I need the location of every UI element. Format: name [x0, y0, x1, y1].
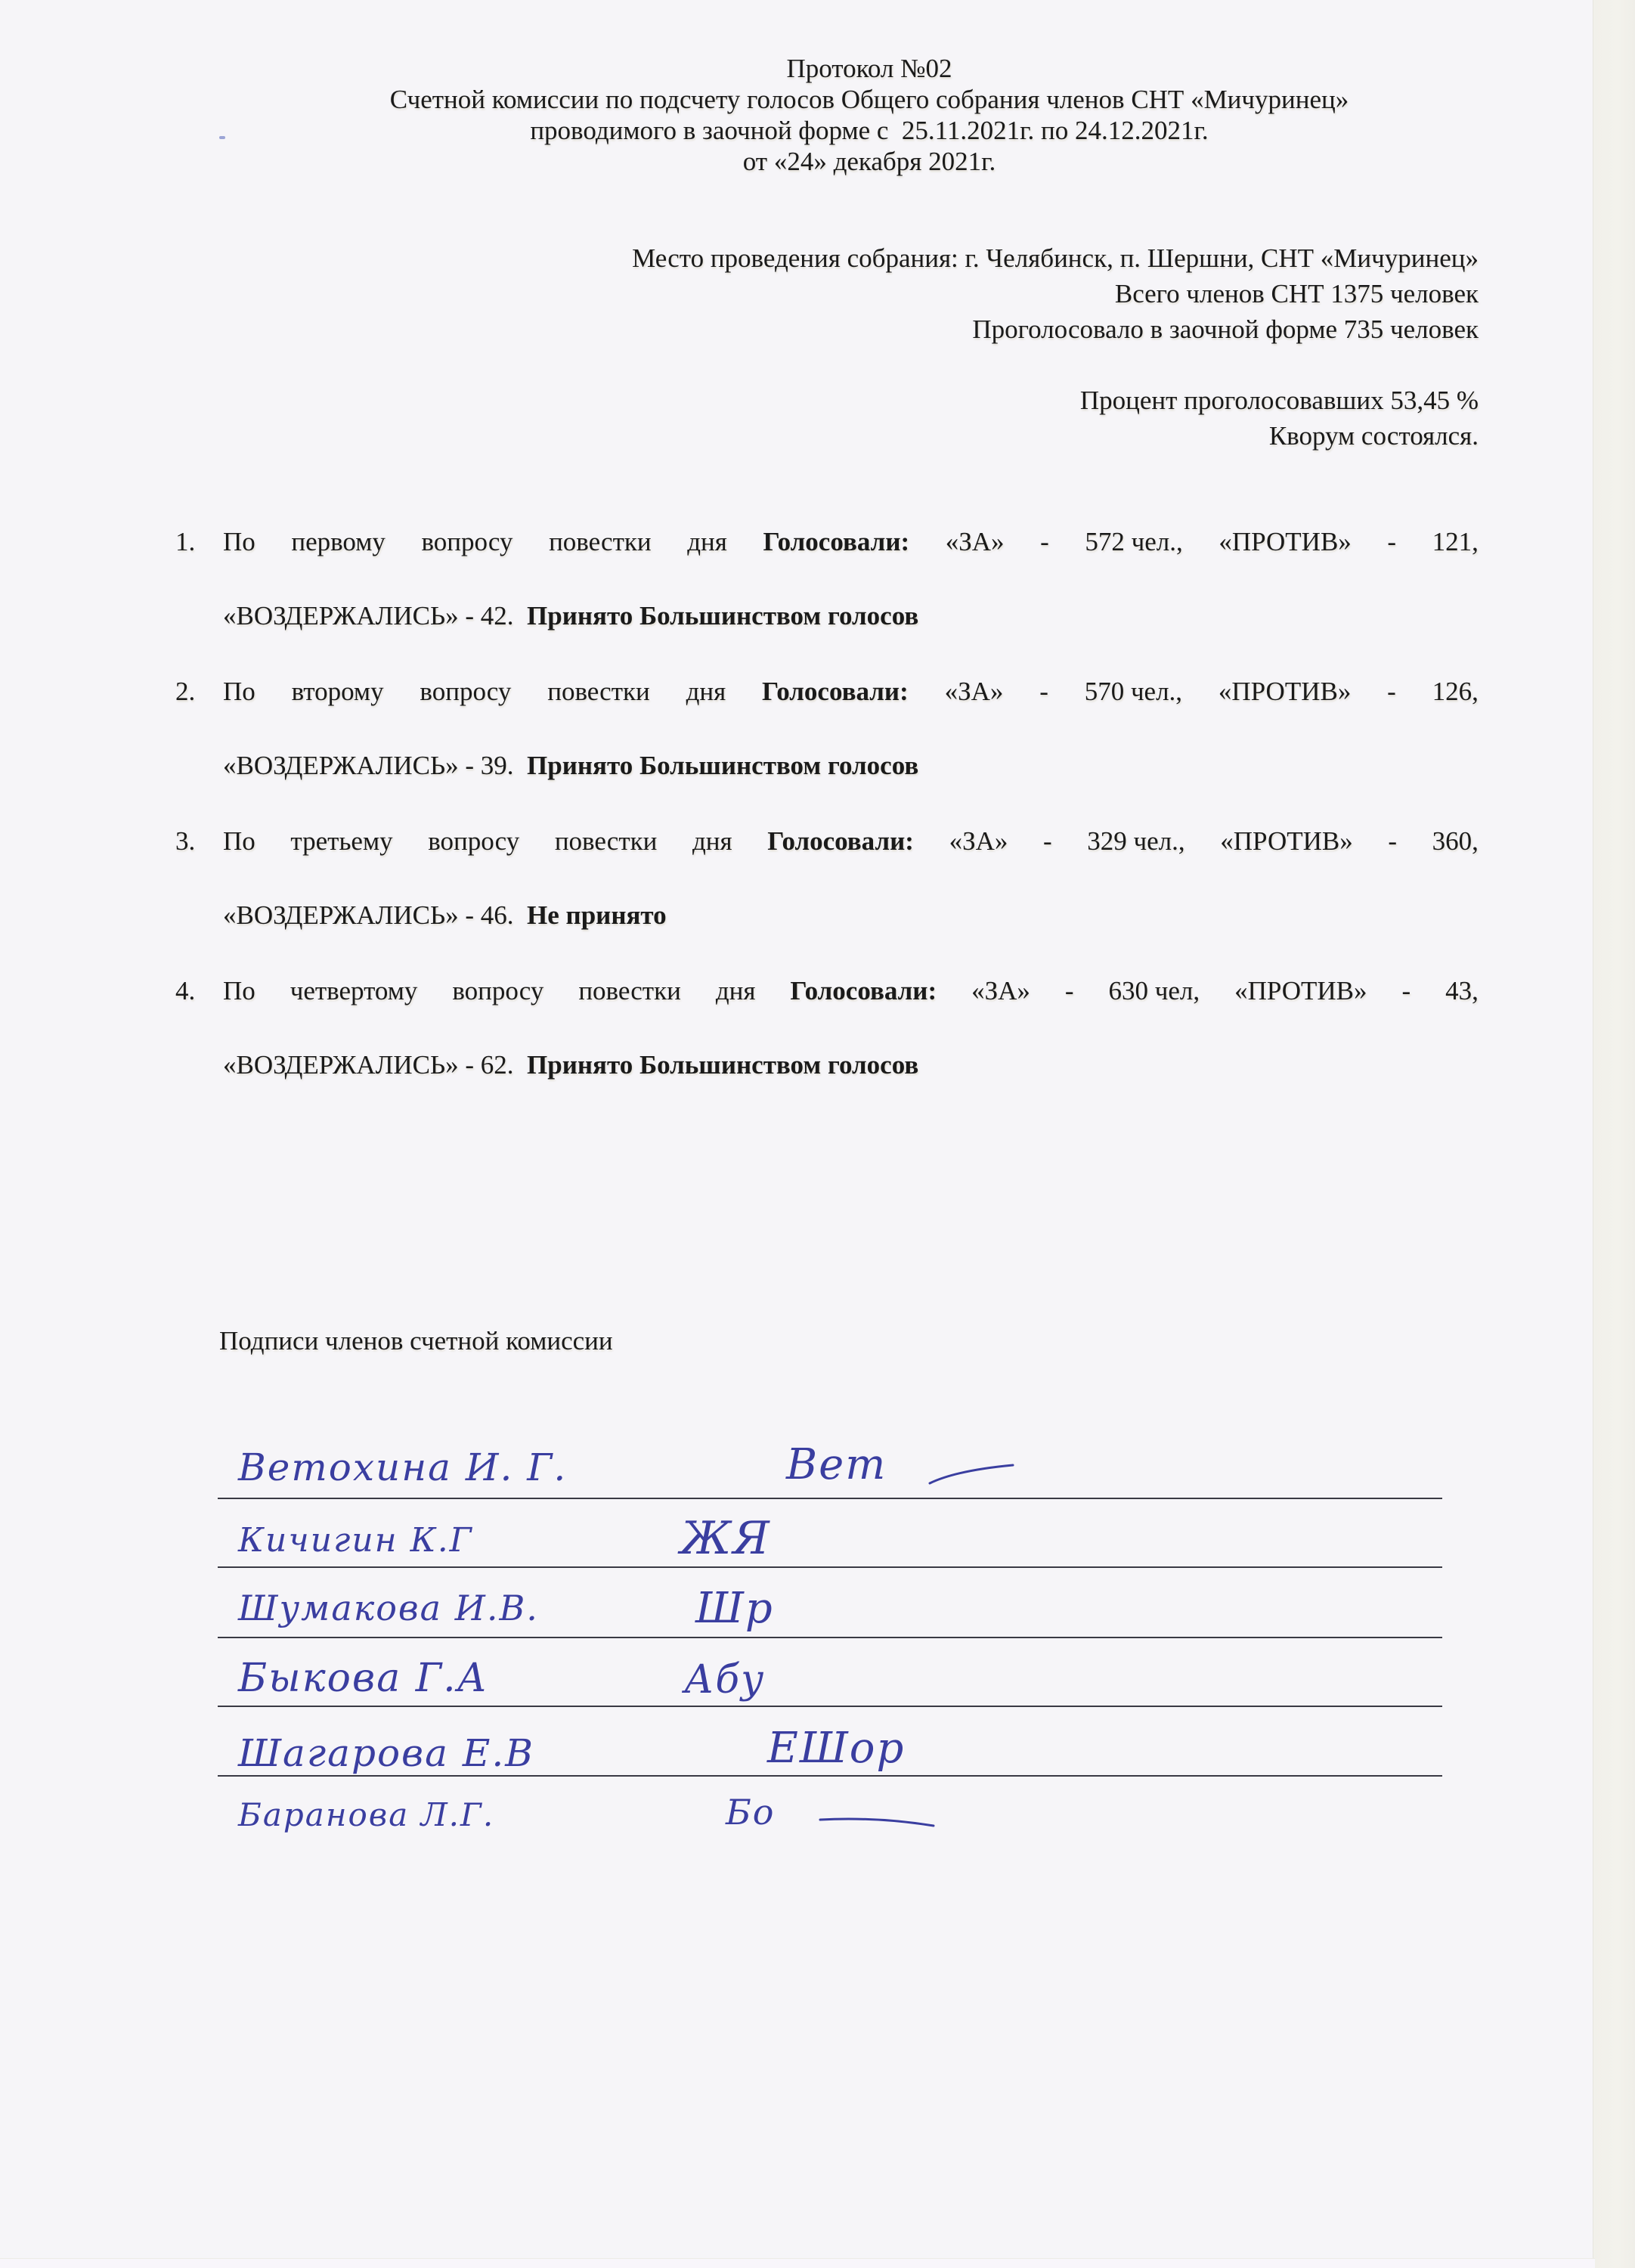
- for-label: «ЗА»: [971, 976, 1030, 1005]
- meeting-info: [632, 240, 1479, 454]
- separator: -: [1387, 527, 1397, 556]
- item-text: вопросу: [420, 677, 512, 706]
- scan-page-edge: [1593, 0, 1635, 2268]
- item-text: дня: [715, 976, 756, 1005]
- item-number: 1.: [175, 527, 196, 556]
- meeting-location: Место проведения собрания: г. Челябинск, п. Шершни, СНТ «Мичуринец»: [632, 243, 1479, 273]
- for-value: 329 чел.,: [1087, 826, 1185, 856]
- item-text: По: [223, 826, 255, 856]
- document-period: проводимого в заочной форме с 25.11.2021г. по 24.12.2021г.: [530, 116, 1209, 145]
- voting-item: [175, 525, 1479, 675]
- voted-label: Голосовали:: [790, 976, 937, 1005]
- abstain-value: «ВОЗДЕРЖАЛИСЬ» - 42.: [223, 601, 528, 631]
- signature-flourish: [926, 1459, 1017, 1489]
- signatures-heading: Подписи членов счетной комиссии: [219, 1326, 613, 1356]
- against-value: 126,: [1432, 677, 1479, 706]
- signature-line: [218, 1775, 1442, 1777]
- item-text: повестки: [578, 976, 681, 1005]
- for-value: 630 чел,: [1108, 976, 1200, 1005]
- item-text: второму: [291, 677, 384, 706]
- against-label: «ПРОТИВ»: [1219, 527, 1352, 556]
- signature-line: [218, 1706, 1442, 1707]
- for-label: «ЗА»: [949, 826, 1008, 856]
- item-text: повестки: [547, 677, 650, 706]
- document-header: [227, 53, 1512, 177]
- item-text: дня: [687, 527, 727, 556]
- item-result: Не принято: [527, 900, 667, 930]
- against-value: 360,: [1432, 826, 1479, 856]
- for-value: 570 чел.,: [1084, 677, 1183, 706]
- against-label: «ПРОТИВ»: [1234, 976, 1367, 1005]
- signature-mark: ЖЯ: [680, 1512, 771, 1565]
- signature-line: [218, 1498, 1442, 1499]
- item-text: вопросу: [421, 527, 513, 556]
- abstain-value: «ВОЗДЕРЖАЛИСЬ» - 62.: [223, 1050, 528, 1080]
- signature-name: Шумакова И.В.: [238, 1588, 539, 1628]
- item-number: 4.: [175, 976, 196, 1005]
- against-value: 43,: [1445, 976, 1479, 1005]
- item-text: четвертому: [290, 976, 418, 1005]
- voting-results-list: [175, 525, 1479, 1124]
- separator: -: [1043, 826, 1052, 856]
- against-label: «ПРОТИВ»: [1218, 677, 1352, 706]
- voted-label: Голосовали:: [767, 826, 914, 856]
- signature-name: Ветохина И. Г.: [238, 1445, 568, 1489]
- signature-mark: Шр: [695, 1584, 774, 1633]
- item-text: повестки: [554, 826, 658, 856]
- item-text: дня: [686, 677, 726, 706]
- signature-line: [218, 1566, 1442, 1568]
- total-members: Всего членов СНТ 1375 человек: [1114, 279, 1479, 308]
- signature-line: [218, 1637, 1442, 1638]
- voted-label: Голосовали:: [763, 527, 910, 556]
- document-title: Протокол №02: [786, 54, 952, 83]
- against-label: «ПРОТИВ»: [1220, 826, 1353, 856]
- signature-mark: ЕШор: [767, 1724, 906, 1773]
- item-result: Принято Большинством голосов: [527, 601, 919, 631]
- voted-label: Голосовали:: [762, 677, 909, 706]
- separator: -: [1387, 677, 1396, 706]
- signature-name: Кичигин К.Г: [238, 1521, 473, 1560]
- signature-name: Баранова Л.Г.: [238, 1796, 495, 1833]
- signature-mark: Вет: [786, 1440, 887, 1489]
- item-text: первому: [291, 527, 386, 556]
- item-text: третьему: [290, 826, 393, 856]
- signature-mark: Абу: [684, 1657, 766, 1703]
- against-value: 121,: [1432, 527, 1479, 556]
- voting-item: [175, 675, 1479, 825]
- signature-name: Шагарова Е.В: [238, 1731, 534, 1775]
- voted-percent: Процент проголосовавших 53,45 %: [1079, 386, 1479, 415]
- item-text: дня: [692, 826, 732, 856]
- separator: -: [1401, 976, 1411, 1005]
- stray-ink-mark: [219, 136, 225, 139]
- voting-item: [175, 825, 1479, 974]
- item-result: Принято Большинством голосов: [527, 751, 919, 780]
- item-text: повестки: [549, 527, 652, 556]
- signature-name: Быкова Г.А: [238, 1656, 489, 1701]
- voted-count: Проголосовало в заочной форме 735 человек: [972, 314, 1479, 344]
- separator: -: [1388, 826, 1398, 856]
- voting-item: [175, 974, 1479, 1124]
- item-number: 2.: [175, 677, 196, 706]
- separator: -: [1040, 527, 1049, 556]
- item-number: 3.: [175, 826, 196, 856]
- separator: -: [1039, 677, 1048, 706]
- separator: -: [1064, 976, 1074, 1005]
- quorum-status: Кворум состоялся.: [1268, 421, 1479, 451]
- for-label: «ЗА»: [944, 677, 1004, 706]
- document-subtitle: Счетной комиссии по подсчету голосов Общего собрания членов СНТ «Мичуринец»: [389, 85, 1349, 114]
- scan-page-edge-bottom: [0, 2258, 1595, 2268]
- abstain-value: «ВОЗДЕРЖАЛИСЬ» - 46.: [223, 900, 528, 930]
- for-value: 572 чел.,: [1085, 527, 1183, 556]
- for-label: «ЗА»: [945, 527, 1005, 556]
- abstain-value: «ВОЗДЕРЖАЛИСЬ» - 39.: [223, 751, 528, 780]
- document-date: от «24» декабря 2021г.: [742, 147, 996, 176]
- item-text: По: [223, 976, 255, 1005]
- item-text: вопросу: [452, 976, 544, 1005]
- signature-mark: Бо: [726, 1792, 776, 1833]
- signature-flourish: [816, 1811, 937, 1833]
- item-text: вопросу: [428, 826, 520, 856]
- item-text: По: [223, 527, 255, 556]
- item-result: Принято Большинством голосов: [527, 1050, 919, 1080]
- item-text: По: [223, 677, 255, 706]
